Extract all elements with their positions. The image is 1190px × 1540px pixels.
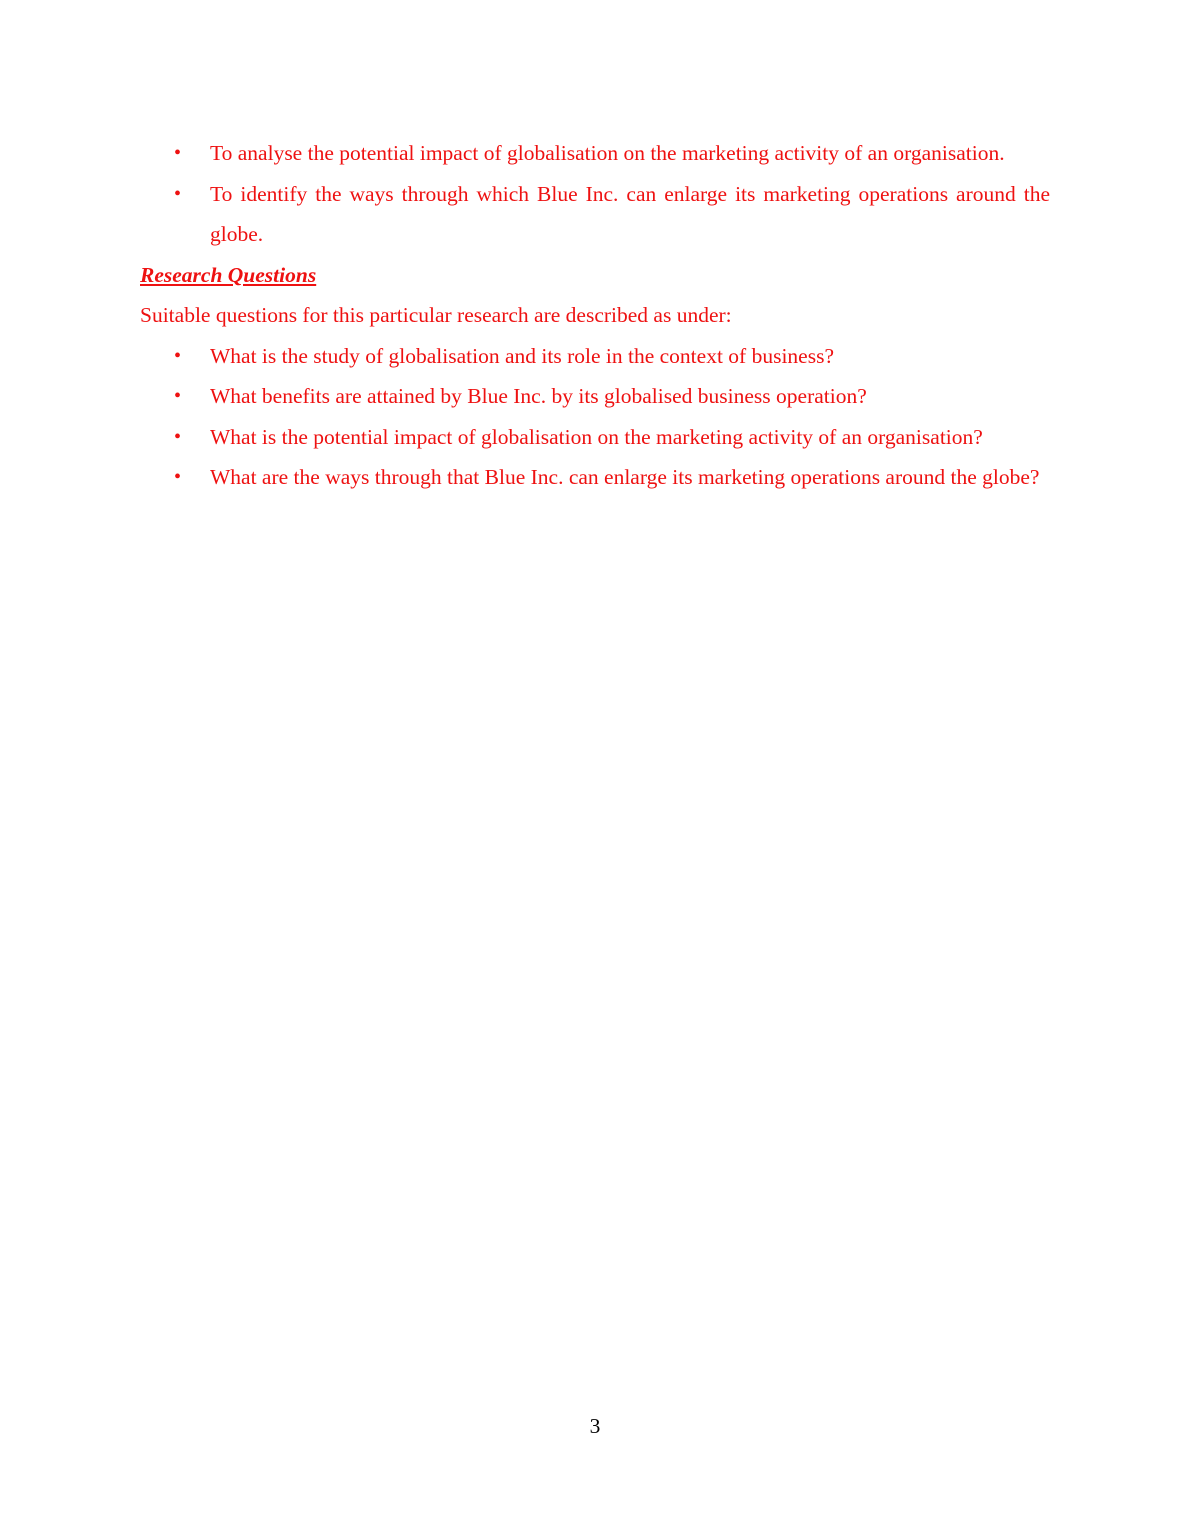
list-item xyxy=(140,174,1050,255)
list-item xyxy=(140,376,1050,417)
list-item-text: What are the ways through that Blue Inc. can enlarge its marketing operations around the globe? xyxy=(210,465,1040,489)
list-item-text: To identify the ways through which Blue Inc. can enlarge its marketing operations around the globe. xyxy=(210,181,1050,246)
research-questions-list xyxy=(140,336,1050,498)
list-item xyxy=(140,417,1050,458)
objectives-list xyxy=(140,133,1050,255)
document-body xyxy=(140,133,1050,498)
section-intro: Suitable questions for this particular research are described as under: xyxy=(140,303,732,327)
bullet-icon: • xyxy=(174,466,182,488)
list-item xyxy=(140,336,1050,377)
bullet-icon: • xyxy=(174,425,182,448)
section-heading: Research Questions xyxy=(140,262,317,287)
bullet-icon: • xyxy=(174,182,182,205)
list-item xyxy=(140,133,1050,174)
bullet-icon: • xyxy=(174,385,182,407)
list-item-text: What benefits are attained by Blue Inc. by its globalised business operation? xyxy=(210,384,867,408)
page-number: 3 xyxy=(589,1414,601,1438)
bullet-icon: • xyxy=(174,344,182,367)
list-item-text: What is the potential impact of globalisation on the marketing activity of an organisation? xyxy=(210,424,983,449)
bullet-icon: • xyxy=(174,142,182,164)
list-item-text: What is the study of globalisation and its role in the context of business? xyxy=(210,343,834,368)
list-item-text: To analyse the potential impact of globalisation on the marketing activity of an organisation. xyxy=(210,141,1005,165)
list-item xyxy=(140,457,1050,498)
